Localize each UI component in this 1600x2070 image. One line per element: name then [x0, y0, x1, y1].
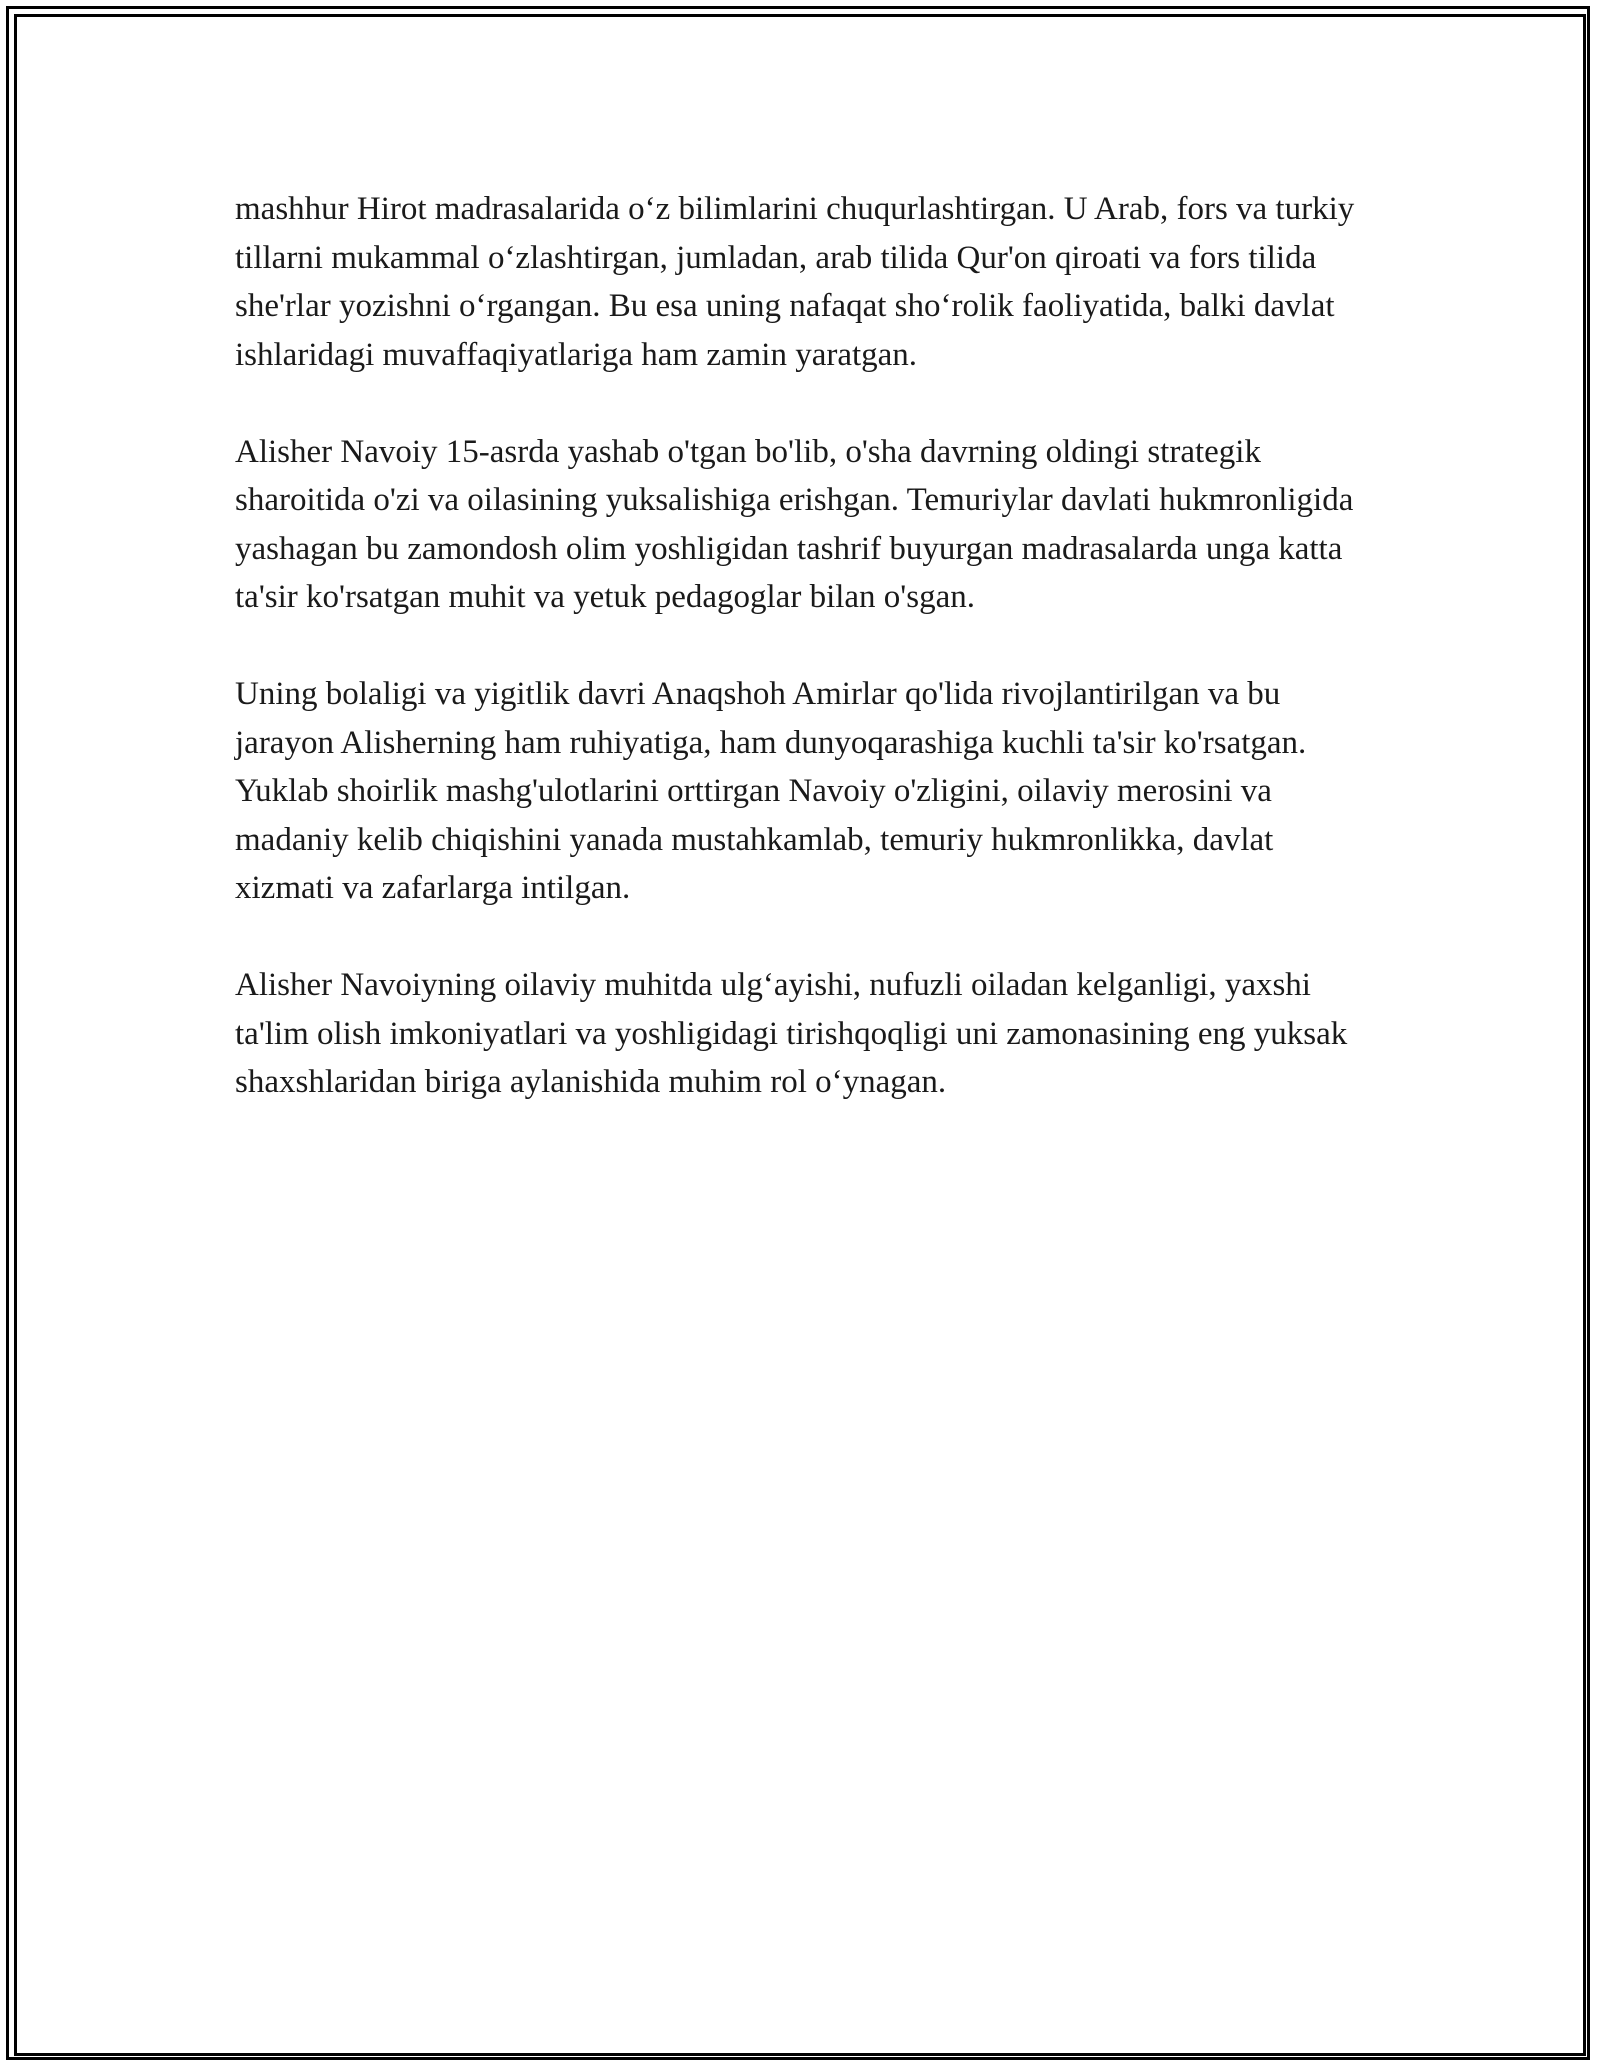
document-body — [235, 185, 1365, 1107]
paragraph-4: Alisher Navoiyning oilaviy muhitda ulg‘ayishi, nufuzli oiladan kelganligi, yaxshi ta'lim olish imkoniyatlari va yoshligidagi tirishqoqligi uni zamonasining eng yuksak shaxshlaridan biriga aylanishida muhim rol o‘ynagan. — [235, 967, 1348, 1100]
paragraph-1: mashhur Hirot madrasalarida o‘z bilimlarini chuqurlashtirgan. U Arab, fors va turkiy tillarni mukammal o‘zlashtirgan, jumladan, arab tilida Qur'on qiroati va fors tilida she'rlar yozishni o‘rgangan. Bu esa uning nafaqat sho‘rolik faoliyatida, balki davlat ishlaridagi muvaffaqiyatlariga ham zamin yaratgan. — [235, 191, 1355, 373]
paragraph-2: Alisher Navoiy 15-asrda yashab o'tgan bo'lib, o'sha davrning oldingi strategik sharoitida o'zi va oilasining yuksalishiga erishgan. Temuriylar davlati hukmronligida yashagan bu zamondosh olim yoshligidan tashrif buyurgan madrasalarda unga katta ta'sir ko'rsatgan muhit va yetuk pedagoglar bilan o'sgan. — [235, 433, 1354, 615]
paragraph-3: Uning bolaligi va yigitlik davri Anaqshoh Amirlar qo'lida rivojlantirilgan va bu jarayon Alisherning ham ruhiyatiga, ham dunyoqarashiga kuchli ta'sir ko'rsatgan. Yuklab shoirlik mashg'ulotlarini orttirgan Navoiy o'zligini, oilaviy merosini va madaniy kelib chiqishini yanada mustahkamlab, temuriy hukmronlikka, davlat xizmati va zafarlarga intilgan. — [235, 676, 1307, 906]
